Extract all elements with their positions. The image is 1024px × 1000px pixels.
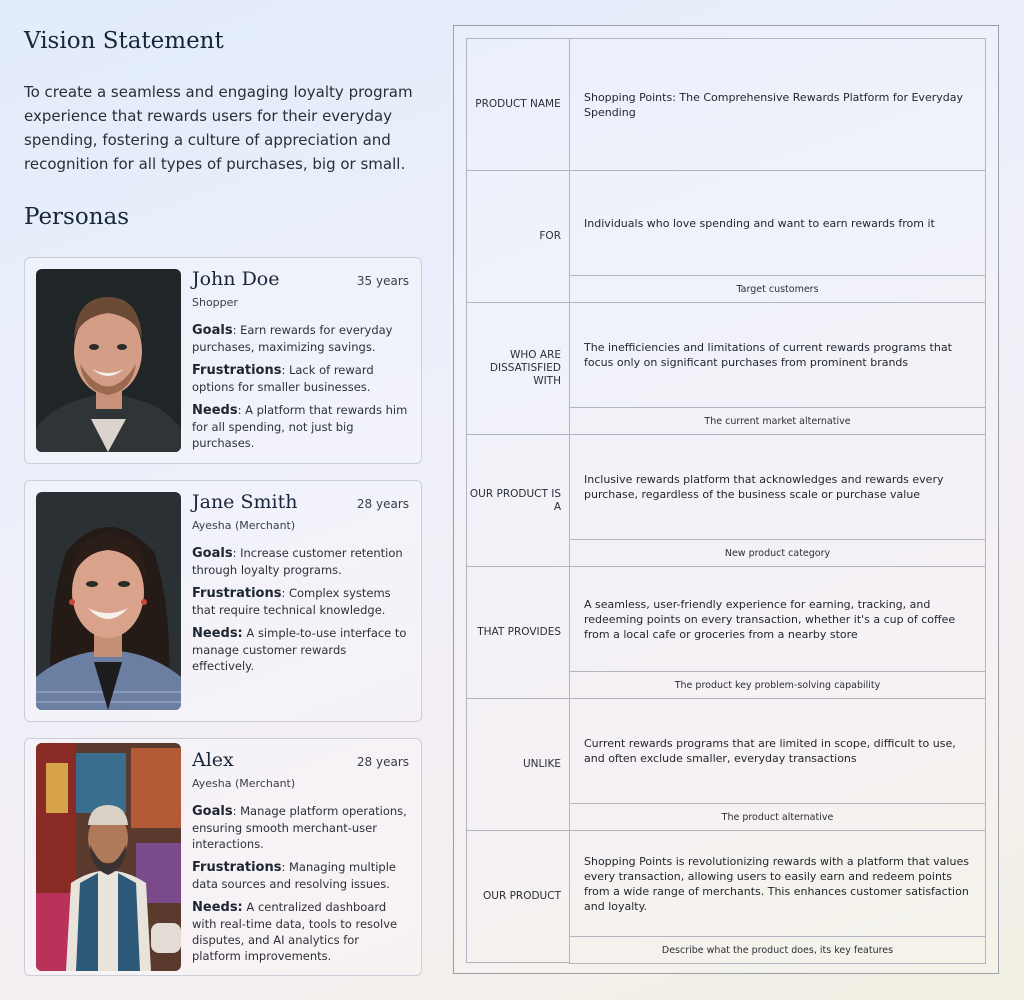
row-caption: Target customers <box>569 275 986 303</box>
row-label: WHO ARE DISSATISFIED WITH <box>466 302 570 435</box>
needs-text: : A platform that rewards him for all spending, not just big purchases. <box>192 403 408 450</box>
frustrations-text: : Complex systems that require technical knowledge. <box>192 586 391 617</box>
frustrations-label: Frustrations <box>192 860 282 875</box>
persona-role: Ayesha (Merchant) <box>192 777 296 790</box>
persona-details <box>192 322 410 458</box>
row-content: Current rewards programs that are limited in scope, difficult to use, and often exclude smaller, everyday transactions <box>569 698 986 804</box>
needs-label: Needs <box>192 403 238 418</box>
canvas-row-dissatisfied <box>466 302 986 435</box>
goals-text: : Earn rewards for everyday purchases, maximizing savings. <box>192 323 393 354</box>
row-label: OUR PRODUCT IS A <box>466 434 570 567</box>
persona-card-john <box>24 257 422 464</box>
persona-age: 35 years <box>356 274 409 288</box>
row-label: OUR PRODUCT <box>466 830 570 963</box>
row-content: Individuals who love spending and want to earn rewards from it <box>569 170 986 276</box>
persona-name: Alex <box>192 749 234 771</box>
goals-text: : Increase customer retention through loyalty programs. <box>192 546 403 577</box>
row-caption: The product alternative <box>569 803 986 831</box>
row-label: THAT PROVIDES <box>466 566 570 699</box>
canvas-row-our-product <box>466 830 986 963</box>
goals-text: : Manage platform operations, ensuring smooth merchant-user interactions. <box>192 804 407 851</box>
row-caption: New product category <box>569 539 986 567</box>
vision-text: To create a seamless and engaging loyalty program experience that rewards users for their everyday spending, fostering a culture of appreciation and recognition for all types of purchases, big or small. <box>24 83 413 173</box>
canvas-row-for <box>466 170 986 303</box>
row-caption: Describe what the product does, its key features <box>569 936 986 964</box>
needs-text: A centralized dashboard with real-time data, tools to resolve disputes, and AI analytics for platform improvements. <box>192 900 398 963</box>
goals-label: Goals <box>192 323 233 338</box>
canvas-row-unlike <box>466 698 986 831</box>
goals-label: Goals <box>192 546 233 561</box>
persona-age: 28 years <box>356 755 409 769</box>
row-label: UNLIKE <box>466 698 570 831</box>
row-label: PRODUCT NAME <box>466 38 570 171</box>
row-content: The inefficiencies and limitations of current rewards programs that focus only on significant purchases from prominent brands <box>569 302 986 408</box>
persona-card-jane <box>24 480 422 722</box>
needs-text: A simple-to-use interface to manage customer rewards effectively. <box>192 626 407 673</box>
persona-photo-jane <box>36 492 181 710</box>
personas-title: Personas <box>24 204 130 230</box>
frustrations-label: Frustrations <box>192 586 282 601</box>
persona-name: Jane Smith <box>192 491 298 513</box>
canvas-row-product-is <box>466 434 986 567</box>
frustrations-text: : Managing multiple data sources and resolving issues. <box>192 860 396 891</box>
persona-name: John Doe <box>192 268 280 290</box>
vision-title: Vision Statement <box>24 28 224 54</box>
row-content: Shopping Points is revolutionizing rewards with a platform that values every transaction, allowing users to easily earn and redeem points from a wide range of merchants. This enhances customer satisfaction and loyalty. <box>569 830 986 937</box>
persona-role: Shopper <box>192 296 238 309</box>
canvas-row-provides <box>466 566 986 699</box>
frustrations-text: : Lack of reward options for smaller businesses. <box>192 363 374 394</box>
persona-details <box>192 803 410 971</box>
row-content: Inclusive rewards platform that acknowledges and rewards every purchase, regardless of the business scale or purchase value <box>569 434 986 540</box>
persona-role: Ayesha (Merchant) <box>192 519 296 532</box>
row-content: A seamless, user-friendly experience for earning, tracking, and redeeming points on every transaction, whether it's a cup of coffee from a local cafe or groceries from a nearby store <box>569 566 986 672</box>
persona-photo-alex <box>36 743 181 971</box>
persona-details <box>192 545 410 681</box>
canvas-row-product-name <box>466 38 986 171</box>
row-label: FOR <box>466 170 570 303</box>
goals-label: Goals <box>192 804 233 819</box>
needs-label: Needs: <box>192 626 243 641</box>
row-caption: The product key problem-solving capability <box>569 671 986 699</box>
row-caption: The current market alternative <box>569 407 986 435</box>
persona-card-alex <box>24 738 422 976</box>
frustrations-label: Frustrations <box>192 363 282 378</box>
needs-label: Needs: <box>192 900 243 915</box>
persona-age: 28 years <box>356 497 409 511</box>
persona-photo-john <box>36 269 181 452</box>
row-content: Shopping Points: The Comprehensive Rewards Platform for Everyday Spending <box>569 38 986 171</box>
